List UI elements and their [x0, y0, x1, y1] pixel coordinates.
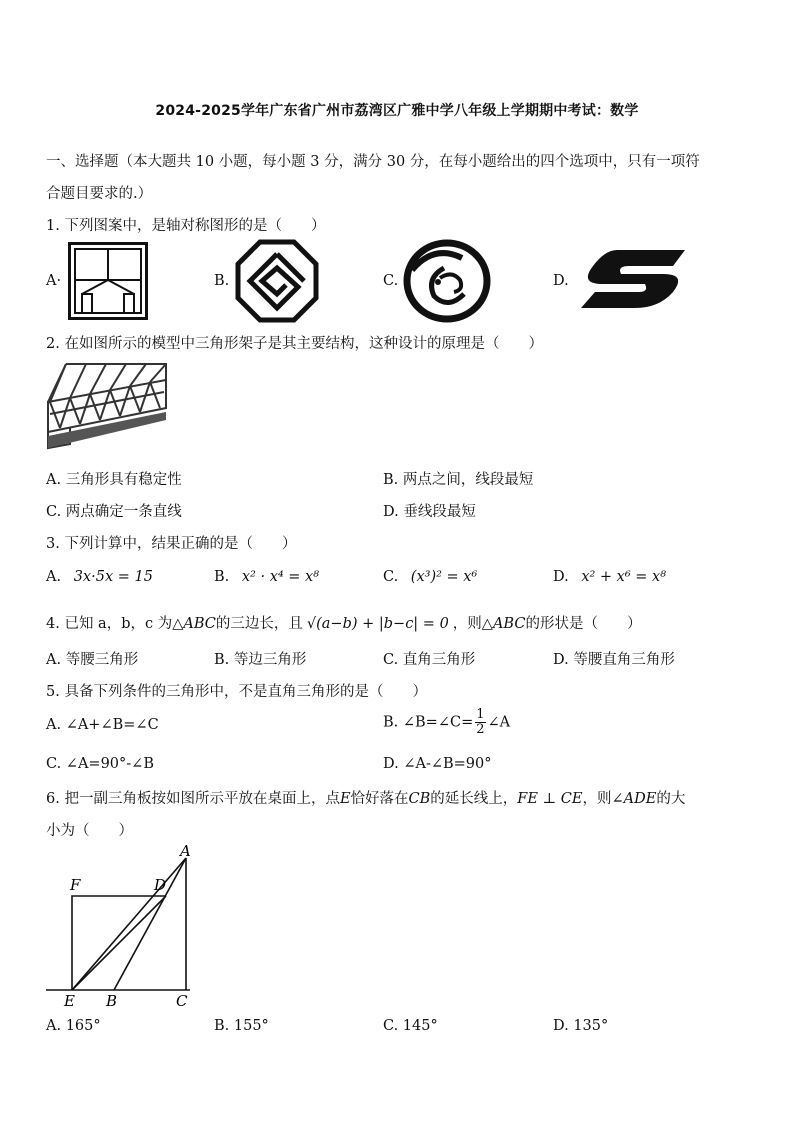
- q6-option-d: D. 135°: [553, 1018, 609, 1034]
- q3-option-c-label: C.: [383, 569, 399, 585]
- q6-option-b: B. 155°: [214, 1018, 269, 1034]
- q2-option-a: A. 三角形具有稳定性: [46, 472, 182, 488]
- q5-option-b: [383, 708, 510, 737]
- q5-fraction-numerator: 1: [476, 707, 485, 722]
- q3-option-a: [46, 569, 153, 585]
- page-title: 2024-2025学年广东省广州市荔湾区广雅中学八年级上学期期中考试：数学: [155, 103, 639, 119]
- q6-angle-ade: ∠ADE: [611, 791, 657, 807]
- q2-option-d: D. 垂线段最短: [383, 504, 476, 520]
- q1-stem: 1. 下列图案中，是轴对称图形的是（ ）: [46, 218, 326, 234]
- q5-stem: 5. 具备下列条件的三角形中，不是直角三角形的是（ ）: [46, 684, 427, 700]
- q4-triangle-abc-2: △ABC: [481, 616, 526, 632]
- q5-option-b-fraction: [475, 708, 485, 737]
- q5-option-c: C. ∠A=90°-∠B: [46, 756, 154, 772]
- q1-option-b-figure: [236, 240, 318, 322]
- q6-stem-mid2: 的延长线上，: [430, 791, 518, 807]
- q6-label-d: D: [154, 876, 167, 894]
- q1-option-a-figure: [68, 242, 148, 320]
- q6-point-e: E: [339, 791, 351, 807]
- section-instructions-line1: 一、选择题（本大题共 10 小题，每小题 3 分，满分 30 分，在每小题给出的四个选项中，只有一项符: [46, 154, 700, 170]
- q6-label-f: F: [70, 876, 81, 894]
- q2-option-b: B. 两点之间，线段最短: [383, 472, 534, 488]
- q4-stem-post: 的形状是（ ）: [525, 616, 642, 632]
- q4-option-d: D. 等腰直角三角形: [553, 652, 675, 668]
- q1-option-b-label: B.: [214, 273, 230, 289]
- q4-stem-pre: 4. 已知 a，b，c 为: [46, 616, 173, 632]
- q4-option-c: C. 直角三角形: [383, 652, 476, 668]
- section-instructions-line2: 合题目要求的.）: [46, 186, 153, 202]
- q3-option-b-label: B.: [214, 569, 230, 585]
- q2-option-c: C. 两点确定一条直线: [46, 504, 182, 520]
- q3-stem: 3. 下列计算中，结果正确的是（ ）: [46, 536, 297, 552]
- q4-stem-mid2: ，则: [452, 616, 482, 632]
- q1-option-c-label: C.: [383, 273, 399, 289]
- q5-option-a: A. ∠A+∠B=∠C: [46, 717, 159, 733]
- q3-option-c-math: (x³)² = x⁶: [410, 569, 478, 585]
- q3-option-c: [383, 569, 477, 585]
- q3-option-a-label: A.: [46, 569, 62, 585]
- q6-stem-post: 的大: [656, 791, 686, 807]
- q3-option-a-math: 3x·5x = 15: [73, 569, 153, 585]
- q5-fraction-denominator: 2: [476, 722, 485, 737]
- q6-label-e: E: [64, 992, 75, 1010]
- q2-stem: 2. 在如图所示的模型中三角形架子是其主要结构，这种设计的原理是（ ）: [46, 336, 543, 352]
- q4-stem-mid: 的三边长，且: [215, 616, 303, 632]
- q1-option-d-figure: [577, 248, 689, 310]
- q6-option-c: C. 145°: [383, 1018, 438, 1034]
- q6-label-c: C: [176, 992, 188, 1010]
- q5-option-d: D. ∠A-∠B=90°: [383, 756, 492, 772]
- q4-option-b: B. 等边三角形: [214, 652, 307, 668]
- q4-condition: √(a−b) + |b−c| = 0: [306, 616, 449, 632]
- q3-option-b: [214, 569, 319, 585]
- q6-perpendicular-condition: FE ⊥ CE: [517, 791, 583, 807]
- q5-option-b-pre: B. ∠B=∠C=: [383, 714, 474, 731]
- q1-option-d-label: D.: [553, 273, 569, 289]
- q4-stem: [46, 612, 641, 633]
- q4-triangle-abc: △ABC: [172, 616, 216, 632]
- q6-stem-mid3: ，则: [582, 791, 612, 807]
- q1-option-c-figure: [404, 240, 490, 322]
- q6-stem-pre: 6. 把一副三角板按如图所示平放在桌面上，点: [46, 791, 340, 807]
- q3-option-d: [553, 569, 666, 585]
- q6-stem-line2: 小为（ ）: [46, 823, 133, 839]
- q1-option-a-label: A·: [46, 273, 62, 289]
- q6-triangle-boards-figure: [44, 840, 204, 1010]
- q4-option-a: A. 等腰三角形: [46, 652, 139, 668]
- q6-label-b: B: [106, 992, 118, 1010]
- q3-option-d-math: x² + x⁶ = x⁸: [581, 569, 667, 585]
- q6-option-a: A. 165°: [46, 1018, 101, 1034]
- q5-option-b-post: ∠A: [487, 714, 511, 731]
- q3-option-d-label: D.: [553, 569, 569, 585]
- q6-stem-line1: [46, 787, 685, 808]
- q6-stem-mid: 恰好落在: [350, 791, 409, 807]
- q3-option-b-math: x² · x⁴ = x⁸: [241, 569, 320, 585]
- q6-segment-cb: CB: [408, 791, 431, 807]
- q6-label-a: A: [180, 842, 191, 860]
- q2-truss-bridge-figure: [46, 362, 168, 456]
